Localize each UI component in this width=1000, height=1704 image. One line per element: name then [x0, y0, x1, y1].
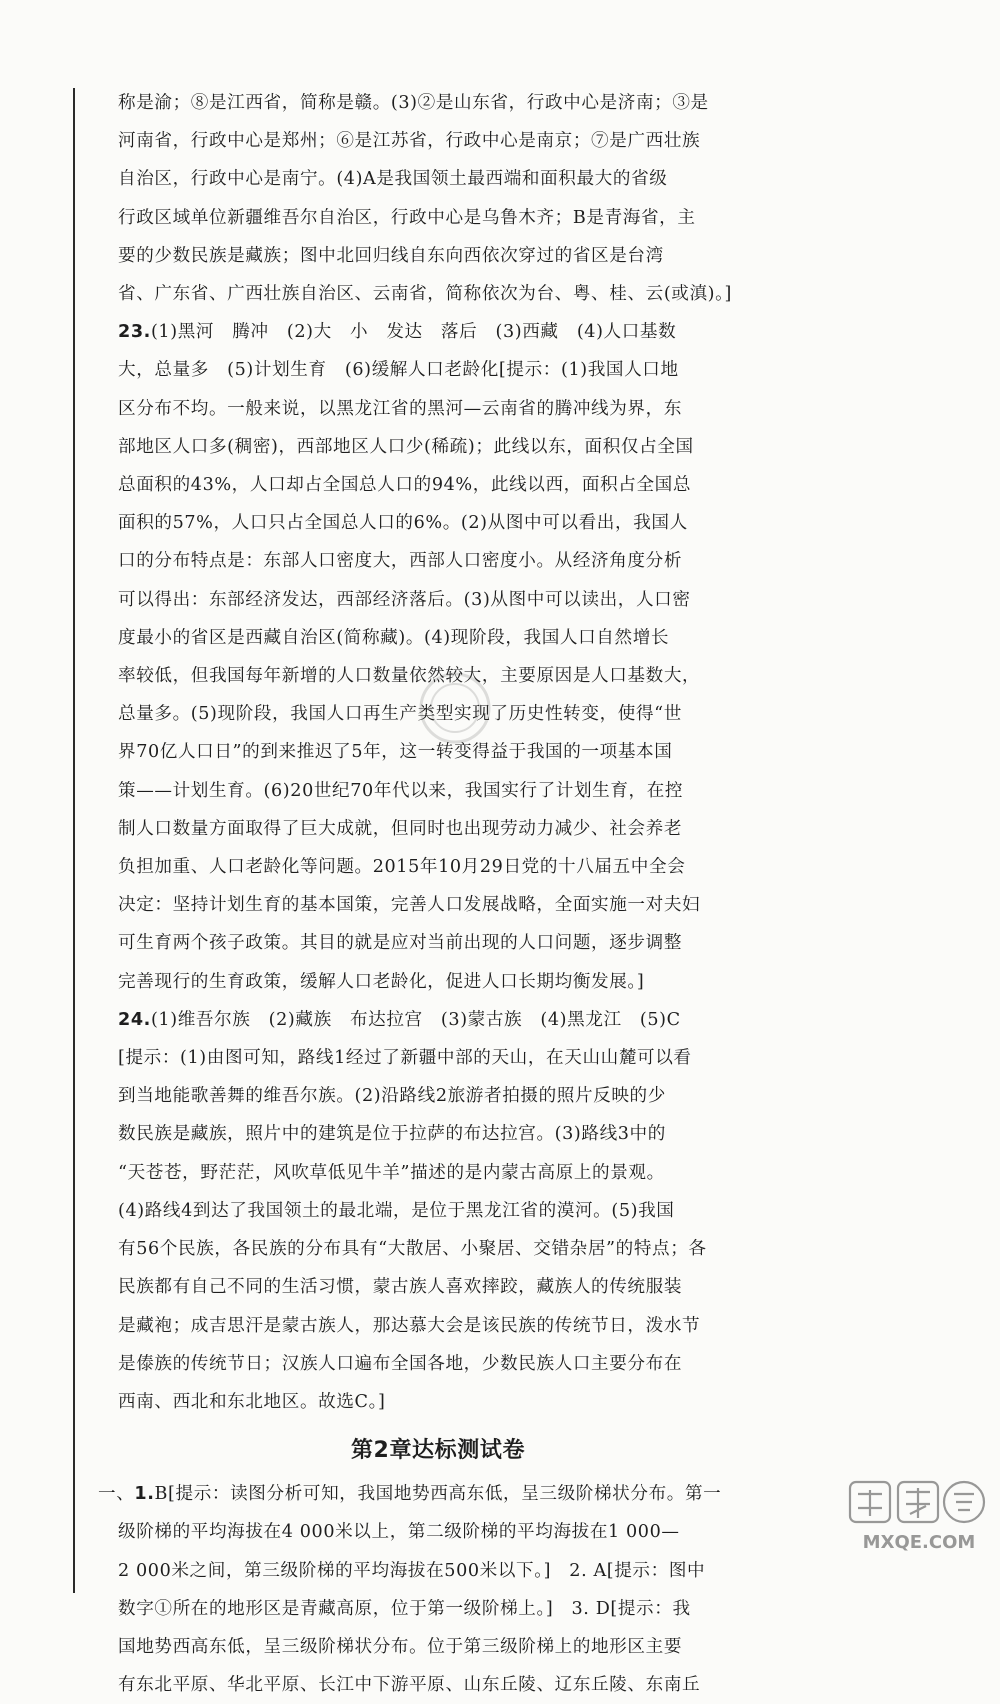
text-line: 有东北平原、华北平原、长江中下游平原、山东丘陵、辽东丘陵、东南丘: [118, 1675, 701, 1696]
text-line: [提示：(1)由图可知，路线1经过了新疆中部的天山，在天山山麓可以看: [118, 1048, 692, 1069]
text-line: 区分布不均。一般来说，以黑龙江省的黑河—云南省的腾冲线为界，东: [118, 398, 683, 419]
question-24-line: 24.(1)维吾尔族 (2)藏族 布达拉宫 (3)蒙古族 (4)黑龙江 (5)C: [118, 1009, 681, 1030]
text-line: 国地势西高东低，呈三级阶梯状分布。位于第三级阶梯上的地形区主要: [118, 1636, 683, 1657]
text-line: 度最小的省区是西藏自治区(简称藏)。(4)现阶段，我国人口自然增长: [118, 627, 670, 648]
text-line: 口的分布特点是：东部人口密度大，西部人口密度小。从经济角度分析: [118, 551, 683, 572]
question-number: 1.: [134, 1484, 155, 1505]
answer-text-column: [98, 84, 758, 1704]
text-line: 西南、西北和东北地区。故选C。]: [118, 1391, 386, 1412]
text-line: 河南省，行政中心是郑州；⑥是江苏省，行政中心是南京；⑦是广西壮族: [118, 131, 701, 152]
watermark-text: MXQE.COM: [862, 1532, 976, 1553]
text-line: 总量多。(5)现阶段，我国人口再生产类型实现了历史性转变，使得“世: [118, 704, 682, 725]
question-number: 24.: [118, 1009, 151, 1030]
text-line: 界70亿人口日”的到来推迟了5年，这一转变得益于我国的一项基本国: [118, 742, 673, 763]
text-line: 到当地能歌善舞的维吾尔族。(2)沿路线2旅游者拍摄的照片反映的少: [118, 1086, 666, 1107]
text-line: 可生育两个孩子政策。其目的就是应对当前出现的人口问题，逐步调整: [118, 933, 683, 954]
section-1-first-line: 一、1.B[提示：读图分析可知，我国地势西高东低，呈三级阶梯状分布。第一: [98, 1484, 722, 1505]
text-line: 是藏袍；成吉思汗是蒙古族人，那达慕大会是该民族的传统节日，泼水节: [118, 1315, 701, 1336]
text-line: 完善现行的生育政策，缓解人口老龄化，促进人口长期均衡发展。]: [118, 971, 645, 992]
text-line: 称是渝；⑧是江西省，简称是赣。(3)②是山东省，行政中心是济南；③是: [118, 93, 709, 113]
text-line: 策——计划生育。(6)20世纪70年代以来，我国实行了计划生育，在控: [118, 780, 684, 801]
text-line: “天苍苍，野茫茫，风吹草低见牛羊”描述的是内蒙古高原上的景观。: [118, 1162, 665, 1183]
text-line: 总面积的43%，人口却占全国总人口的94%，此线以西，面积占全国总: [118, 475, 692, 496]
text-line: 是傣族的传统节日；汉族人口遍布全国各地，少数民族人口主要分布在: [118, 1353, 683, 1374]
text-line: 省、广东省、广西壮族自治区、云南省，简称依次为台、粤、桂、云(或滇)。]: [118, 284, 732, 305]
text-line: 有56个民族，各民族的分布具有“大散居、小聚居、交错杂居”的特点；各: [118, 1239, 707, 1260]
text-line: 部地区人口多(稠密)，西部地区人口少(稀疏)；此线以东，面积仅占全国: [118, 436, 694, 457]
text-line: 数民族是藏族，照片中的建筑是位于拉萨的布达拉宫。(3)路线3中的: [118, 1124, 666, 1145]
binding-line: [73, 88, 75, 1593]
text-line: 制人口数量方面取得了巨大成就，但同时也出现劳动力减少、社会养老: [118, 818, 683, 839]
text-line: 可以得出：东部经济发达，西部经济落后。(3)从图中可以读出，人口密: [118, 589, 691, 610]
text-line: 要的少数民族是藏族；图中北回归线自东向西依次穿过的省区是台湾: [118, 245, 664, 266]
text-line: 大，总量多 (5)计划生育 (6)缓解人口老龄化[提示：(1)我国人口地: [118, 360, 679, 381]
faint-stamp-icon: [415, 668, 495, 748]
section-title: 第2章达标测试卷: [350, 1438, 526, 1464]
text-line: 数字①所在的地形区是青藏高原，位于第一级阶梯上。] 3. D[提示：我: [118, 1598, 691, 1619]
text-line: 自治区，行政中心是南宁。(4)A是我国领土最西端和面积最大的省级: [118, 169, 668, 190]
text-line: 率较低，但我国每年新增的人口数量依然较大，主要原因是人口基数大，: [118, 666, 701, 687]
text-line: 决定：坚持计划生育的基本国策，完善人口发展战略，全面实施一对夫妇: [118, 895, 701, 916]
text-line: 行政区域单位新疆维吾尔自治区，行政中心是乌鲁木齐；B是青海省，主: [118, 207, 696, 228]
section-prefix: 一、: [98, 1484, 135, 1505]
watermark-logo-icon: [844, 1478, 994, 1556]
text-line: (4)路线4到达了我国领土的最北端，是位于黑龙江省的漠河。(5)我国: [118, 1200, 675, 1221]
question-23-line: 23.(1)黑河 腾冲 (2)大 小 发达 落后 (3)西藏 (4)人口基数: [118, 322, 677, 343]
text-line: 级阶梯的平均海拔在4 000米以上，第二级阶梯的平均海拔在1 000—: [118, 1522, 680, 1543]
text-line: 2 000米之间，第三级阶梯的平均海拔在500米以下。] 2. A[提示：图中: [118, 1560, 706, 1581]
text-line: 负担加重、人口老龄化等问题。2015年10月29日党的十八届五中全会: [118, 857, 686, 878]
question-number: 23.: [118, 322, 151, 343]
text-line: 面积的57%，人口只占全国总人口的6%。(2)从图中可以看出，我国人: [118, 513, 688, 534]
text-line: 民族都有自己不同的生活习惯，蒙古族人喜欢摔跤，藏族人的传统服装: [118, 1277, 683, 1298]
